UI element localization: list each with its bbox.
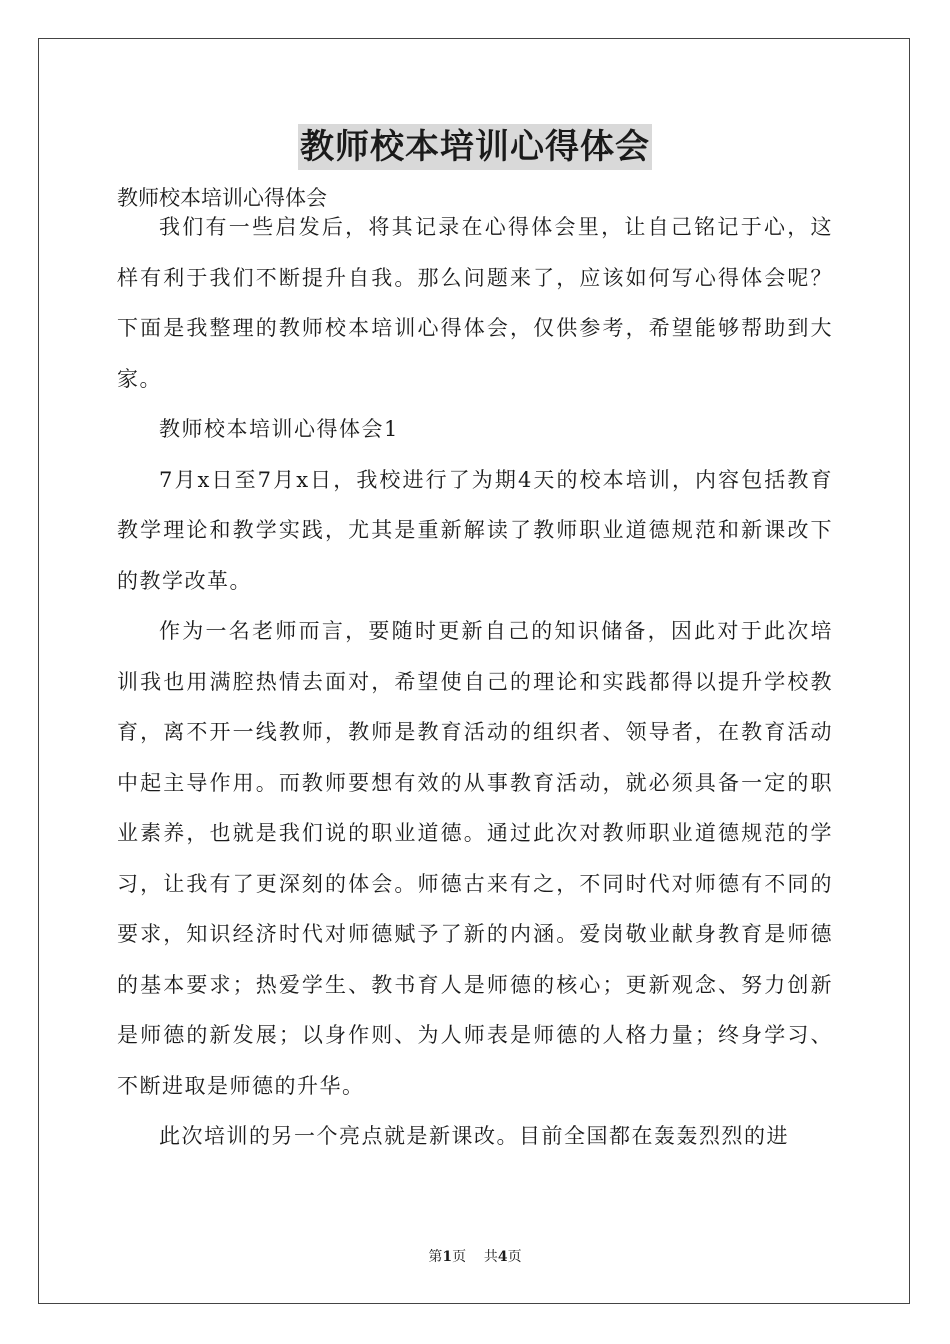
document-body [117, 202, 833, 1162]
page-footer [0, 1248, 950, 1266]
document-title [0, 124, 950, 170]
paragraph-intro: 我们有一些启发后，将其记录在心得体会里，让自己铭记于心，这样有利于我们不断提升自我。那么问题来了，应该如何写心得体会呢？下面是我整理的教师校本培训心得体会，仅供参考，希望能够帮助到大家。 [117, 215, 833, 391]
paragraph-training-dates: 7月x日至7月x日，我校进行了为期4天的校本培训，内容包括教育教学理论和教学实践，尤其是重新解读了教师职业道德规范和新课改下的教学改革。 [117, 467, 833, 593]
footer-page-prefix: 第 [428, 1249, 443, 1265]
paragraph-teacher-ethics: 作为一名老师而言，要随时更新自己的知识储备，因此对于此次培训我也用满腔热情去面对，希望使自己的理论和实践都得以提升学校教育，离不开一线教师，教师是教育活动的组织者、领导者，在教育活动中起主导作用。而教师要想有效的从事教育活动，就必须具备一定的职业素养，也就是我们说的职业道德。通过此次对教师职业道德规范的学习，让我有了更深刻的体会。师德古来有之，不同时代对师德有不同的要求，知识经济时代对师德赋予了新的内涵。爱岗敬业献身教育是师德的基本要求；热爱学生、教书育人是师德的核心；更新观念、努力创新是师德的新发展；以身作则、为人师表是师德的人格力量；终身学习、不断进取是师德的升华。 [117, 619, 833, 1098]
paragraph-new-curriculum: 此次培训的另一个亮点就是新课改。目前全国都在轰轰烈烈的进 [159, 1124, 789, 1148]
document-subtitle: 教师校本培训心得体会 [117, 186, 327, 210]
footer-total-prefix: 共 [483, 1249, 498, 1265]
footer-current-page: 1 [442, 1249, 453, 1265]
footer-total-pages: 4 [497, 1249, 508, 1265]
footer-page-suffix: 页 [452, 1249, 467, 1265]
section-heading: 教师校本培训心得体会1 [159, 417, 399, 441]
footer-total-suffix: 页 [507, 1249, 522, 1265]
document-title-text: 教师校本培训心得体会 [298, 124, 652, 170]
